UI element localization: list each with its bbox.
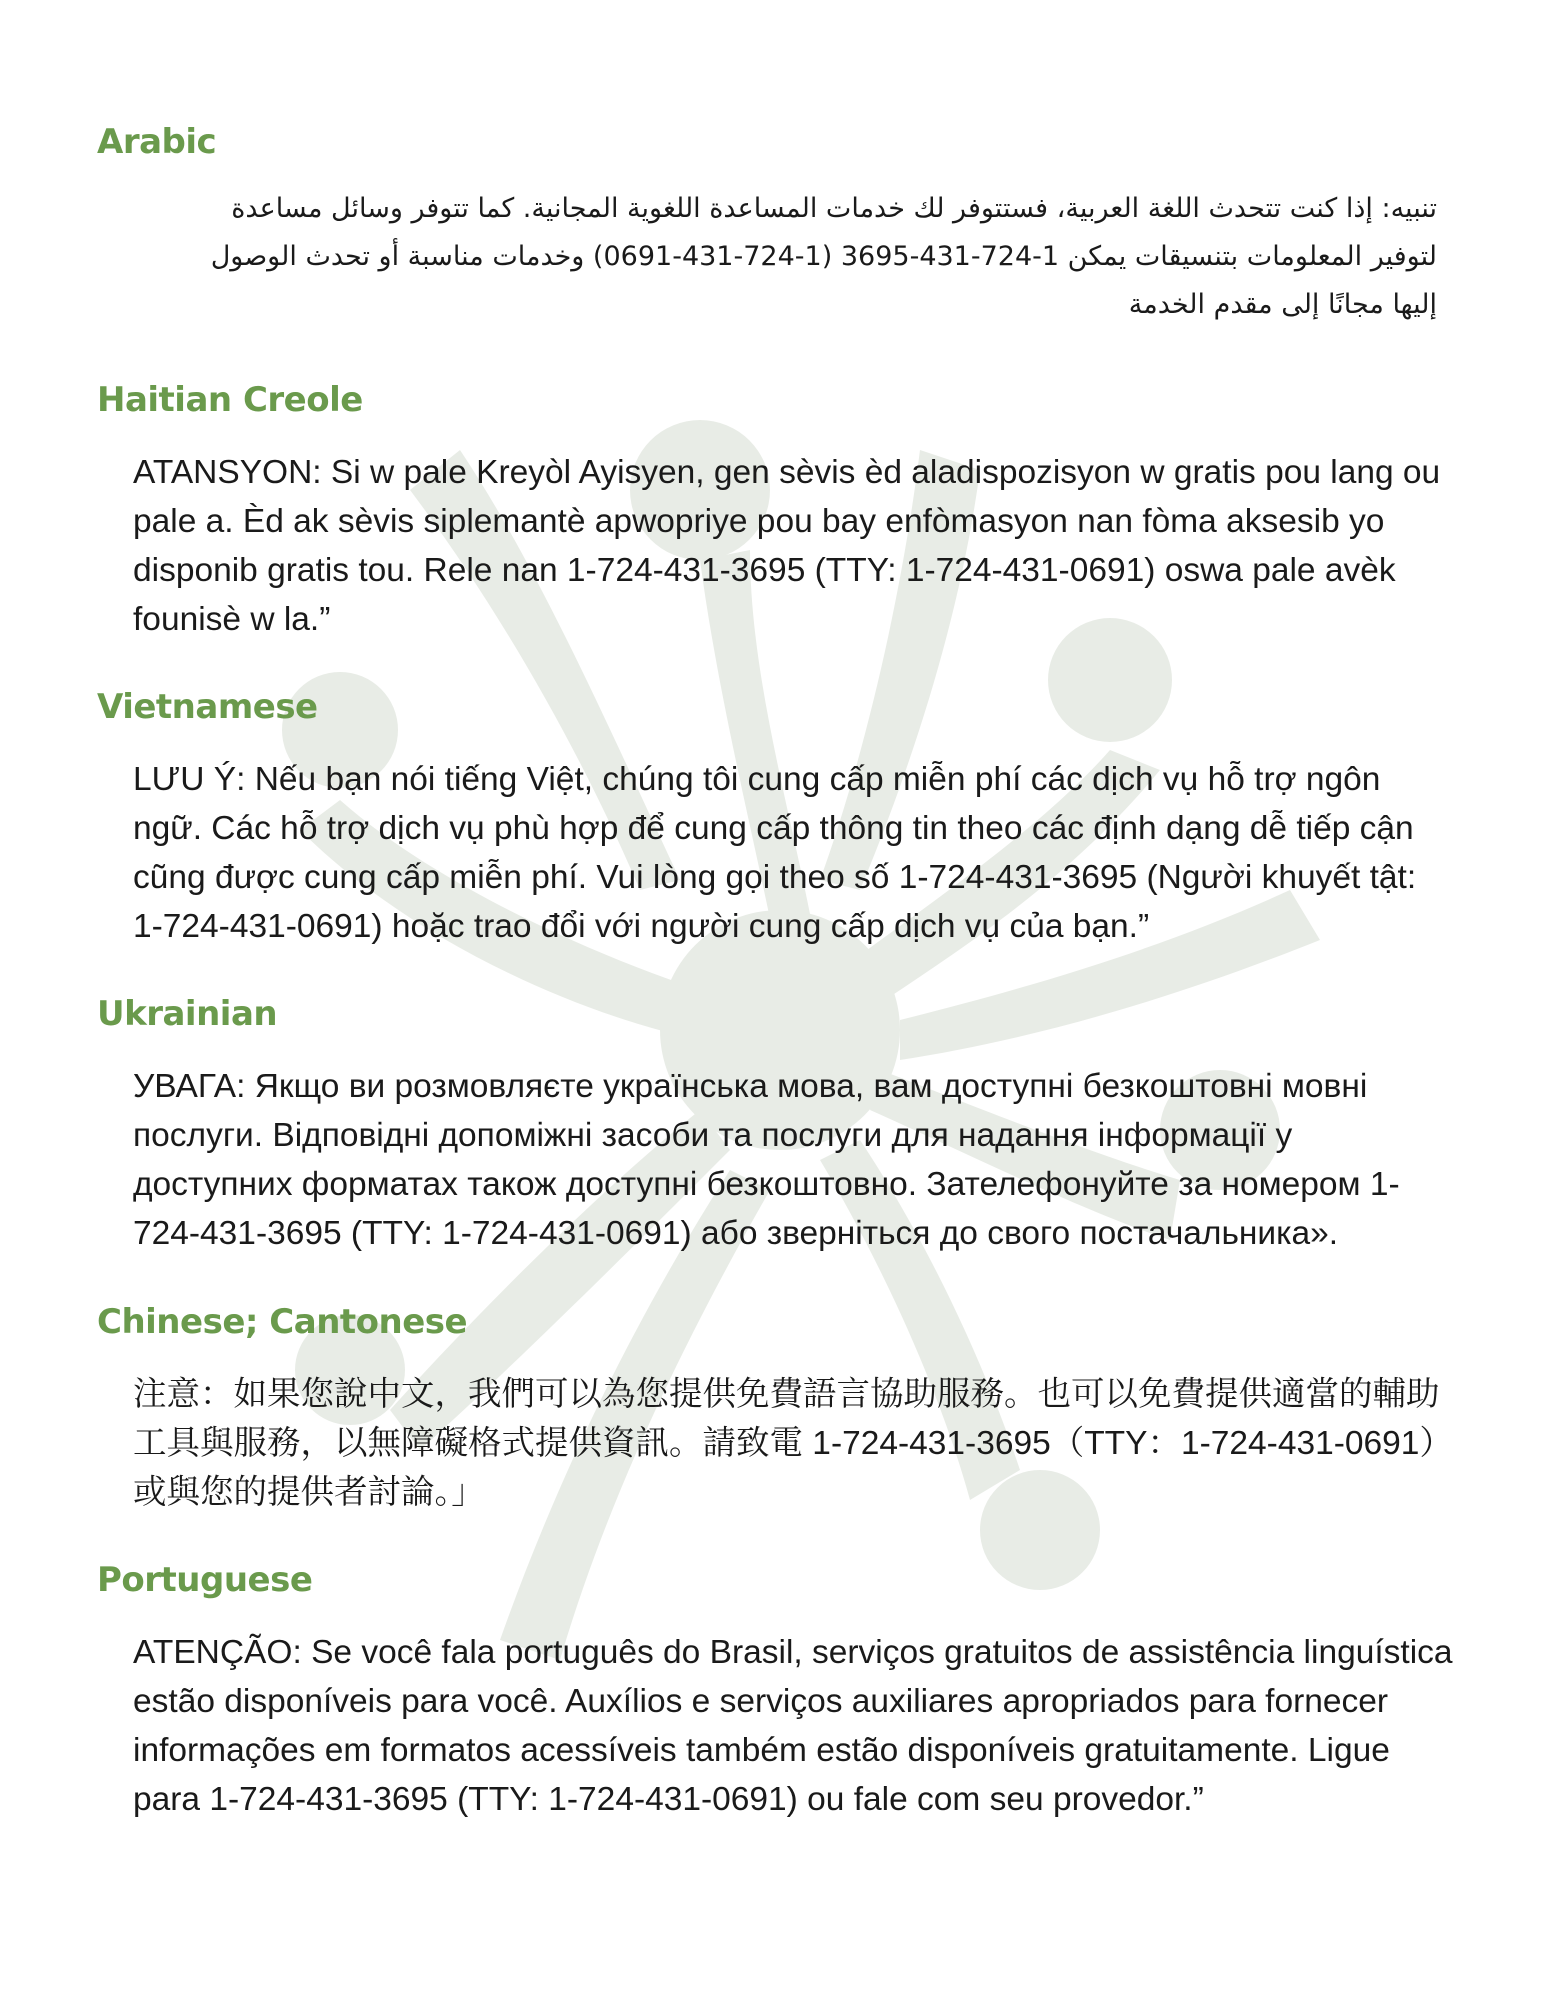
body-ukrainian: УВАГА: Якщо ви розмовляєте українська мова, вам доступні безкоштовні мовні послуги. Відповідні допоміжні засоби та послуги для надання інформації у доступних форматах також доступні безкоштовно. Зателефонуйте за номером 1-724-431-3695 (TTY: 1-724-431-0691) або зверніться до свого постачальника».	[133, 1068, 1400, 1252]
body-portuguese: ATENÇÃO: Se você fala português do Brasil, serviços gratuitos de assistência linguística estão disponíveis para você. Auxílios e serviços auxiliares apropriados para fornecer informações em formatos acessíveis também estão disponíveis gratuitamente. Ligue para 1-724-431-3695 (TTY: 1-724-431-0691) ou fale com seu provedor.”	[133, 1634, 1453, 1818]
body-chinese-cantonese: 注意：如果您說中文，我們可以為您提供免費語言協助服務。也可以免費提供適當的輔助 工具與服務，以無障礙格式提供資訊。請致電 1-724-431-3695（TTY：1-724-431-0691）或與您的提供者討論。」	[133, 1376, 1453, 1511]
heading-ukrainian: Ukrainian	[97, 994, 278, 1034]
heading-portuguese: Portuguese	[97, 1560, 313, 1600]
heading-vietnamese: Vietnamese	[97, 687, 318, 727]
heading-haitian-creole: Haitian Creole	[97, 380, 363, 420]
body-vietnamese: LƯU Ý: Nếu bạn nói tiếng Việt, chúng tôi cung cấp miễn phí các dịch vụ hỗ trợ ngôn ngữ. Các hỗ trợ dịch vụ phù hợp để cung cấp thông tin theo các định dạng dễ tiếp cận cũng được cung cấp miễn phí. Vui lòng gọi theo số 1-724-431-3695 (Người khuyết tật: 1-724-431-0691) hoặc trao đổi với người cung cấp dịch vụ của bạn.”	[133, 761, 1417, 945]
heading-chinese-cantonese: Chinese; Cantonese	[97, 1302, 468, 1342]
body-haitian-creole: ATANSYON: Si w pale Kreyòl Ayisyen, gen sèvis èd aladispozisyon w gratis pou lang ou pale a. Èd ak sèvis siplemantè apwopriye pou bay enfòmasyon nan fòma aksesib yo disponib gratis tou. Rele nan 1-724-431-3695 (TTY: 1-724-431-0691) oswa pale avèk founisè w la.”	[133, 454, 1441, 638]
body-arabic: تنبيه: إذا كنت تتحدث اللغة العربية، فستتوفر لك خدمات المساعدة اللغوية المجانية. كما تتوفر وسائل مساعدة لتوفير المعلومات بتنسيقات يمكن 1-724-431-3695 (1-724-431-0691) وخدمات مناسبة أو تحدث الوصول إليها مجانًا إلى مقدم الخدمة	[210, 193, 1437, 320]
heading-arabic: Arabic	[97, 122, 217, 162]
